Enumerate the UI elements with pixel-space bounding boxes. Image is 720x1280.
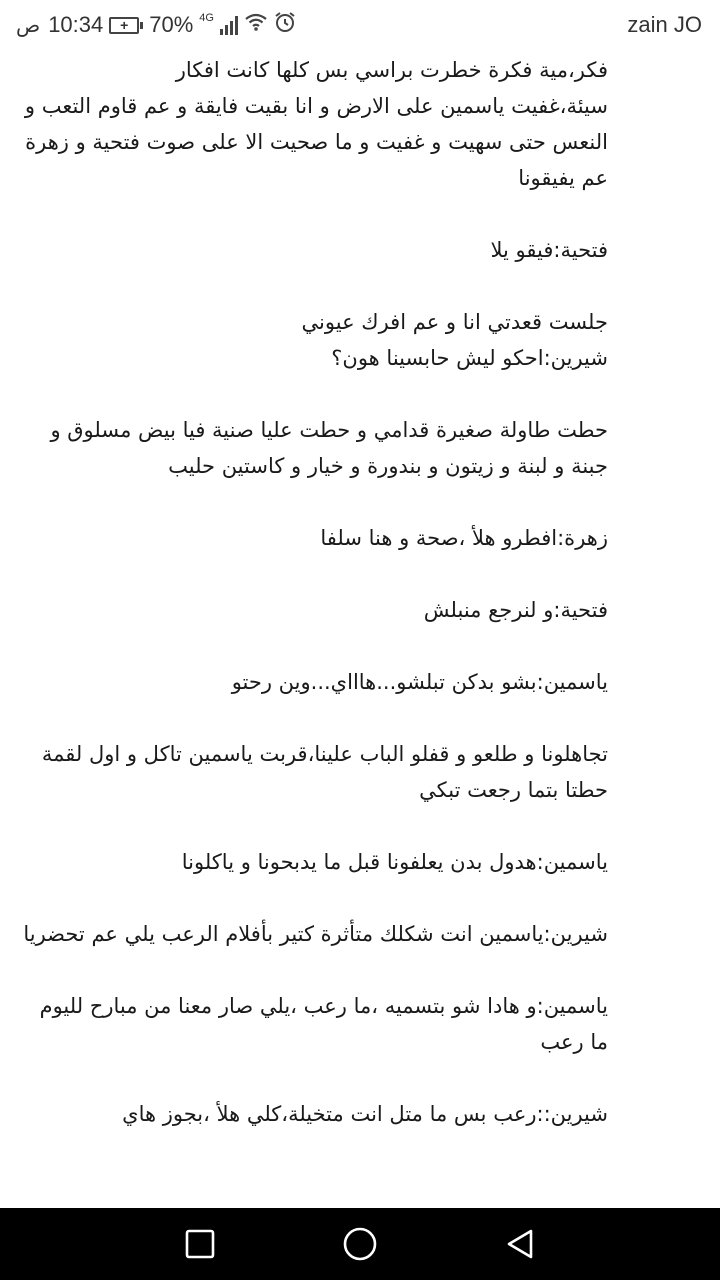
paragraph: فتحية:و لنرجع منبلش (423, 598, 608, 622)
square-icon (184, 1228, 216, 1260)
paragraph: زهرة:افطرو هلأ ،صحة و هنا سلفا (320, 526, 608, 550)
carrier-name: zain JO (627, 12, 702, 37)
paragraph: ياسمين:هدول بدن يعلفونا قبل ما يدبحونا و ياكلونا (181, 850, 608, 874)
triangle-back-icon (503, 1227, 537, 1261)
paragraph: شيرين:ياسمين انت شكلك متأثرة كتير بأفلام الرعب يلي عم تحضريا (23, 922, 608, 946)
network-type: 4G (199, 12, 214, 24)
alarm-icon (274, 11, 296, 39)
paragraph: ياسمين:و هادا شو بتسميه ،ما رعب ،يلي صار معنا من مبارح لليوم ما رعب (39, 994, 608, 1054)
navigation-bar (0, 1208, 720, 1280)
paragraph: حطت طاولة صغيرة قدامي و حطت عليا صنية فيا بيض مسلوق و جبنة و لبنة و زيتون و بندورة و خيار و كاستين حليب (50, 418, 608, 478)
story-content[interactable] (0, 50, 720, 1208)
recents-button[interactable] (182, 1226, 218, 1262)
circle-icon (342, 1226, 378, 1262)
back-button[interactable] (502, 1226, 538, 1262)
paragraph: شيرين::رعب بس ما متل انت متخيلة،كلي هلأ ،بجوز هاي (122, 1102, 608, 1126)
wifi-icon (244, 12, 268, 38)
paragraph: فكر،مية فكرة خطرت براسي بس كلها كانت افكار سيئة،غفيت ياسمين على الارض و انا بقيت فايقة و عم قاوم التعب و النعس حتى سهيت و غفيت و ما صحيت الا على صوت فتحية و زهرة عم يفيقونا (24, 58, 608, 190)
paragraph: ياسمين:بشو بدكن تبلشو...هاااي...وين رحتو (231, 670, 608, 694)
home-button[interactable] (342, 1226, 378, 1262)
signal-icon (220, 15, 238, 35)
battery-percent: 70% (149, 12, 194, 37)
paragraph: فتحية:فيقو يلا (490, 238, 608, 262)
ampm-indicator: ص (16, 14, 41, 37)
battery-icon: + (109, 17, 143, 34)
status-left-group (16, 10, 296, 40)
status-bar (0, 0, 720, 50)
paragraph: تجاهلونا و طلعو و قفلو الباب علينا،قربت ياسمين تاكل و اول لقمة حطتا بتما رجعت تبكي (41, 742, 608, 802)
paragraph: جلست قعدتي انا و عم افرك عيوني شيرين:احكو ليش حابسينا هون؟ (301, 310, 608, 370)
story-text (0, 52, 720, 1132)
clock: 10:34 (48, 12, 104, 37)
